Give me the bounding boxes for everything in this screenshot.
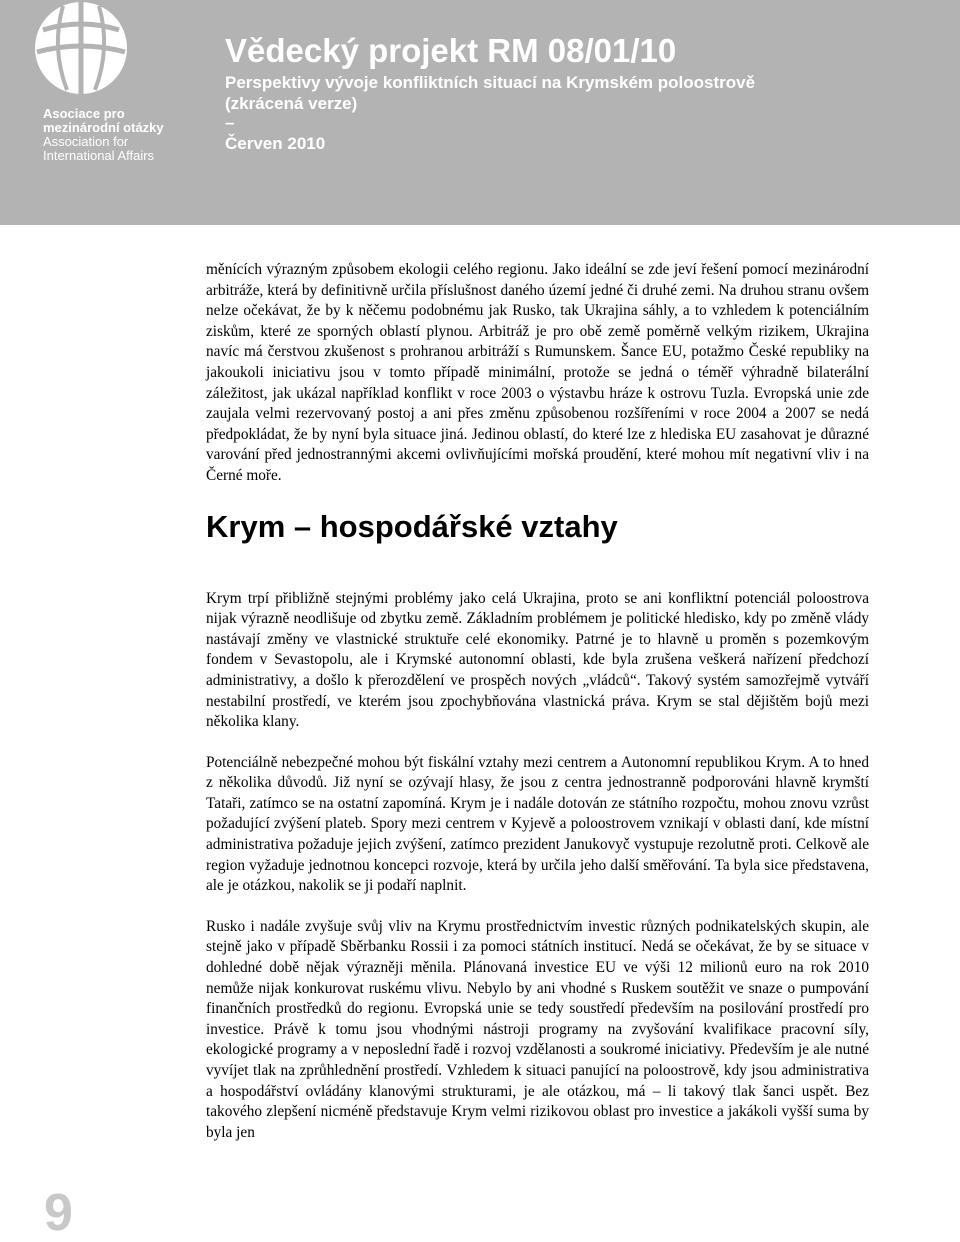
page-number: 9 xyxy=(44,1184,73,1242)
title-dash: – xyxy=(225,113,235,132)
organization-name xyxy=(43,107,193,163)
body-paragraph: Rusko i nadále zvyšuje svůj vliv na Krymu prostřednictvím investic různých podnikatelských skupin, ale stejně jako v případě Sběrbanku Rossii i za pomoci státních institucí. Nedá se očekávat, že by se situace v dohledné době nějak výrazněji měnila. Plánovaná investice EU ve výši 12 milionů euro na rok 2010 nemůže nijak konkurovat ruskému vlivu. Nebylo by ani vhodné s Ruskem soutěžit ve snaze o pumpování finančních prostředků do regionu. Evropská unie se tedy soustředí především na posilování prostředí pro investice. Právě k tomu jsou vhodnými nástroji programy na zvyšování kvalifikace pracovní síly, ekologické programy a v neposlední řadě i rozvoj vzdělanosti a soukromé iniciativy. Především je ale nutné vyvíjet tlak na zprůhlednění prostředí. Vzhledem k situaci panující na poloostrově, kdy jsou administrativa a hospodářství ovládány klanovými strukturami, je ale otázkou, má – li takový tlak šanci uspět. Bez takového zlepšení nicméně představuje Krym velmi rizikovou oblast pro investice a jakákoli vyšší suma by byla jen xyxy=(206,917,869,1141)
document-title: Vědecký projekt RM 08/01/10 xyxy=(225,32,677,69)
globe-logo-icon xyxy=(33,0,129,96)
body-paragraph: Krym trpí přibližně stejnými problémy jako celá Ukrajina, proto se ani konfliktní potenciál poloostrova nijak výrazně neodlišuje od zbytku země. Základním problémem je politické hledisko, kdy po změně vlády nastávají změny ve vlastnické struktuře celé ekonomiky. Patrné je to hlavně u proměn s pozemkovým fondem v Sevastopolu, ale i Krymské autonomní oblasti, kde byla zrušena veškerá nařízení předchozí administrativy, a došlo k přerozdělení ve prospěch nových „vládců“. Takový systém samozřejmě vytváří nestabilní prostředí, ve kterém jsou zpochybňována vlastnická práva. Krym se stal dějištěm bojů mezi několika klany. xyxy=(206,589,869,731)
body-paragraph: Potenciálně nebezpečné mohou být fiskální vztahy mezi centrem a Autonomní republikou Krym. A to hned z několika důvodů. Již nyní se ozývají hlasy, že jsou z centra jednostranně podporováni hlavně krymští Tataři, zatímco se na ostatní zapomíná. Krym je i nadále dotován ze státního rozpočtu, mohou znovu vzrůst požadující zvýšení plateb. Spory mezi centrem v Kyjevě a poloostrovem vznikají v oblasti daní, kde místní administrativa požaduje jejich zvýšení, zatímco prezident Janukovyč vystupuje rezolutně proti. Celkově ale region vyžaduje jednotnou koncepci rozvoje, která by určila jeho další směřování. Ta byla sice představena, ale je otázkou, nakolik se ji podaří naplnit. xyxy=(206,753,869,895)
section-heading: Krym – hospodářské vztahy xyxy=(206,508,618,544)
org-name-czech: Asociace pro mezinárodní otázky xyxy=(43,106,164,135)
header-banner xyxy=(0,0,960,225)
main-content xyxy=(206,260,869,1143)
document-subtitle: Perspektivy vývoje konfliktních situací na Krymském poloostrově xyxy=(225,73,756,92)
intro-paragraph: měnících výrazným způsobem ekologii celého regionu. Jako ideální se zde jeví řešení pomocí mezinárodní arbitráže, která by definitivně určila příslušnost daného území jedné či druhé zemi. Na druhou stranu ovšem nelze očekávat, že by k něčemu podobnému jak Rusko, tak Ukrajina sáhly, a to vzhledem k potenciálním ziskům, které ze sporných oblastí plynou. Arbitráž je pro obě země poměrně velkým rizikem, Ukrajina navíc má čerstvou zkušenost s prohranou arbitráží s Rumunskem. Šance EU, potažmo České republiky na jakoukoli iniciativu jsou v tomto případě minimální, protože se jedná o téměř výhradně bilaterální záležitost, jak ukázal například konflikt v roce 2003 o výstavbu hráze k ostrovu Tuzla. Evropská unie zde zaujala velmi rezervovaný postoj a ani přes změnu způsobenou rozšířeními v roce 2004 a 2007 se nedá předpokládat, že by nyní byla situace jiná. Jedinou oblastí, do které lze z hlediska EU zasahovat je důrazné varování před jednostrannými akcemi ovlivňujícími mořská proudění, které mohou mít negativní vliv i na Černé moře. xyxy=(206,261,869,484)
document-subtitle-version: (zkrácená verze) xyxy=(225,94,358,113)
title-block xyxy=(225,30,945,156)
document-date: Červen 2010 xyxy=(225,134,326,153)
org-name-english: Association for International Affairs xyxy=(43,134,155,163)
